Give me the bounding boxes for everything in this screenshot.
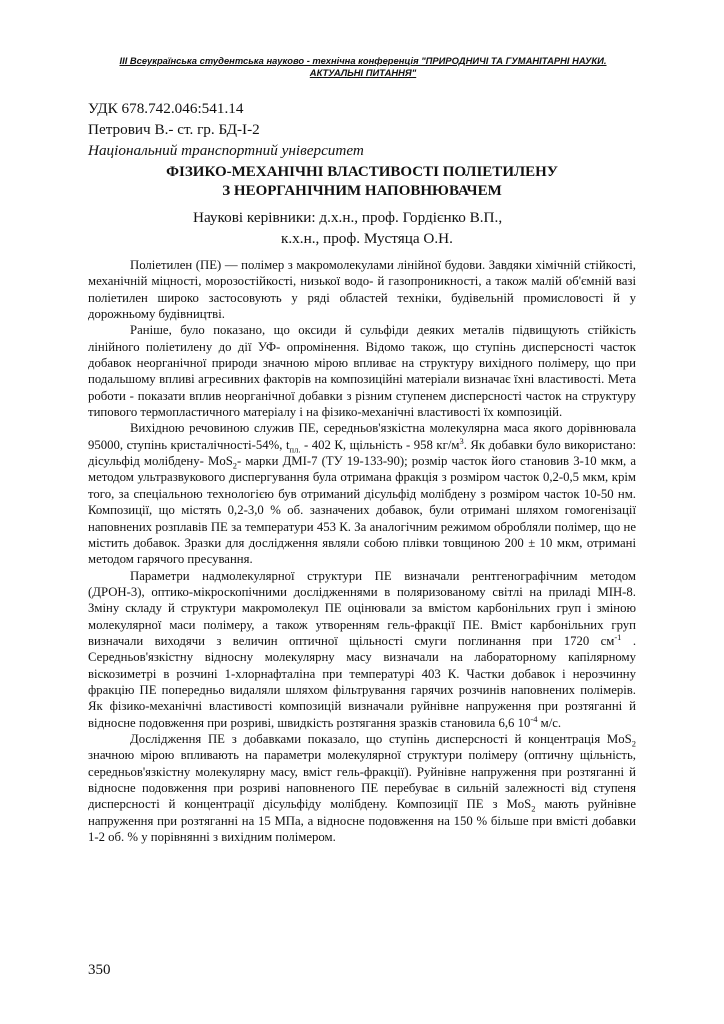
- wavenumber-superscript: -1: [614, 631, 622, 642]
- scientific-advisors: [88, 207, 636, 249]
- article-title-line2: З НЕОРГАНІЧНИМ НАПОВНЮВАЧЕМ: [222, 183, 502, 199]
- paragraph-1: Поліетилен (ПЕ) — полімер з макромолекулами лінійної будови. Завдяки хімічній стійкості, механічній міцності, морозостійкості, низької водо- й газопроникності, а також малій об'ємній вазі поліетилен широко застосовують у ряді областей техніки, будівельній промисловості й у дорожньому будівництві.: [88, 258, 636, 322]
- advisors-line1: Наукові керівники: д.х.н., проф. Гордієнко В.П.,: [193, 209, 503, 226]
- page-number: 350: [88, 962, 111, 978]
- advisors-line2: к.х.н., проф. Мустяца О.Н.: [281, 230, 453, 247]
- conference-header-line1: ІІІ Всеукраїнська студентська науково - технічна конференція "ПРИРОДНИЧІ ТА ГУМАНІТАРНІ НАУКИ.: [119, 55, 607, 66]
- paragraph-5-text-c: мають руйнівне напруження при розтяганні на 15 МПа, а відносне подовження на 150 % більше при вмісті добавки 1-2 об. % у порівнянні з вихідним полімером.: [88, 797, 636, 845]
- university: Національний транспортний університет: [88, 142, 364, 159]
- udc-code: УДК 678.742.046:541.14: [88, 100, 244, 117]
- mos2-subscript: 2: [531, 803, 536, 814]
- melting-temp-subscript: пл.: [289, 444, 301, 455]
- paragraph-5-text-b: значною мірою впливають на параметри молекулярної структури полімеру (оптичну щільність, середньов'язкістну молекулярну масу, вміст гель-фракції). Руйнівне напруження при розтяганні й відносне подовження при розриві наповненого ПЕ перебуває в сильній залежності від ступеня дисперсності й концентрації дісульфіду молібдену. Композиції ПЕ з MoS: [88, 748, 636, 812]
- paragraph-3: [88, 420, 636, 567]
- paragraph-3-text-b: - 402 К, щільність - 958 кг/м: [300, 437, 460, 452]
- paragraph-2: Раніше, було показано, що оксиди й сульфіди деяких металів підвищують стійкість лінійного поліетилену до дії УФ- опромінення. Відомо також, що ступінь дисперсності часток добавок неорганічної природи значною мірою впливає на структуру вихідного полімеру, що при подальшому впливі агресивних факторів на композиційні матеріали визначає їхні властивості. Мета роботи - показати вплив неорганічної добавки з різним ступенем дисперсності часток на структуру типового термопластичного матеріалу і на фізико-механічні властивості їх композицій.: [88, 323, 636, 420]
- article-title: [88, 163, 636, 201]
- mos2-subscript: 2: [631, 738, 636, 749]
- cubic-superscript: 3: [459, 435, 464, 446]
- paragraph-5: [88, 731, 636, 845]
- speed-exponent-superscript: -4: [530, 713, 538, 724]
- mos2-subscript: 2: [232, 460, 238, 471]
- paragraph-4-text-c: м/с.: [537, 715, 562, 730]
- article-title-line1: ФІЗИКО-МЕХАНІЧНІ ВЛАСТИВОСТІ ПОЛІЕТИЛЕНУ: [166, 164, 558, 180]
- author: Петрович В.- ст. гр. БД-І-2: [88, 121, 260, 138]
- paragraph-5-text-a: Дослідження ПЕ з добавками показало, що ступінь дисперсності й концентрація MoS: [130, 731, 632, 746]
- paragraph-4-text-b: . Середньов'язкістну відносну молекулярну масу визначали на лабораторному капілярному віскозиметрі в розчині 1-хлорнафталіна при температурі 403 К. Частки добавок і нерозчинну фракцію ПЕ попередньо видаляли шляхом фільтрування гарячих розчинів наповнених полімерів. Як фізико-механічні властивості композицій визначали руйнівне напруження при розтяганні й відносне подовження при розриві, швидкість розтягання зразків становила 6,6 10: [88, 633, 637, 730]
- paragraph-3-text-c: . Як добавки було використано: дісульфід молібдену- MoS: [88, 437, 636, 469]
- article-meta: [88, 98, 364, 161]
- conference-header-line2: АКТУАЛЬНІ ПИТАННЯ": [309, 66, 417, 78]
- paragraph-4: [88, 568, 636, 731]
- paragraph-4-text-a: Параметри надмолекулярної структури ПЕ визначали рентгенографічним методом (ДРОН-3), оптико-мікроскопічними дослідженнями в поляризованому світлі на приладі МІН-8. Зміну складу й структури макромолекул ПЕ оцінювали за вмістом карбонільних груп і зміною молекулярної маси полімеру, а також утворенням гель-фракції ПЕ. Вміст карбонільних груп визначали виходячи з величин оптичної щільності смуги поглинання при 1720 см: [88, 568, 636, 648]
- article-body: [88, 257, 636, 845]
- paragraph-3-text-d: - марки ДМІ-7 (ТУ 19-133-90); розмір часток його становив 3-10 мкм, а методом ультразвукового диспергування була отримана фракція з розміром часток 0,2-0,5 мкм, крім того, за спеціальною технологією був отриманий дісульфід молібдену з розміром часток 10-50 нм. Композиції, що містять 0,2-3,0 % об. зазначених добавок, були отримані шляхом гомогенізації наповнених розплавів ПЕ за температури 453 К. За аналогічним режимом обробляли полімер, що не містить добавок. Зразки для дослідження являли собою плівки товщиною 200 ± 10 мкм, отримані методом гарячого пресування.: [88, 454, 636, 567]
- paragraph-3-text-a: Вихідною речовиною служив ПЕ, середньов'язкістна молекулярна маса якого дорівнювала 95000, ступінь кристалічності-54%, t: [88, 421, 636, 452]
- conference-header: [90, 55, 636, 78]
